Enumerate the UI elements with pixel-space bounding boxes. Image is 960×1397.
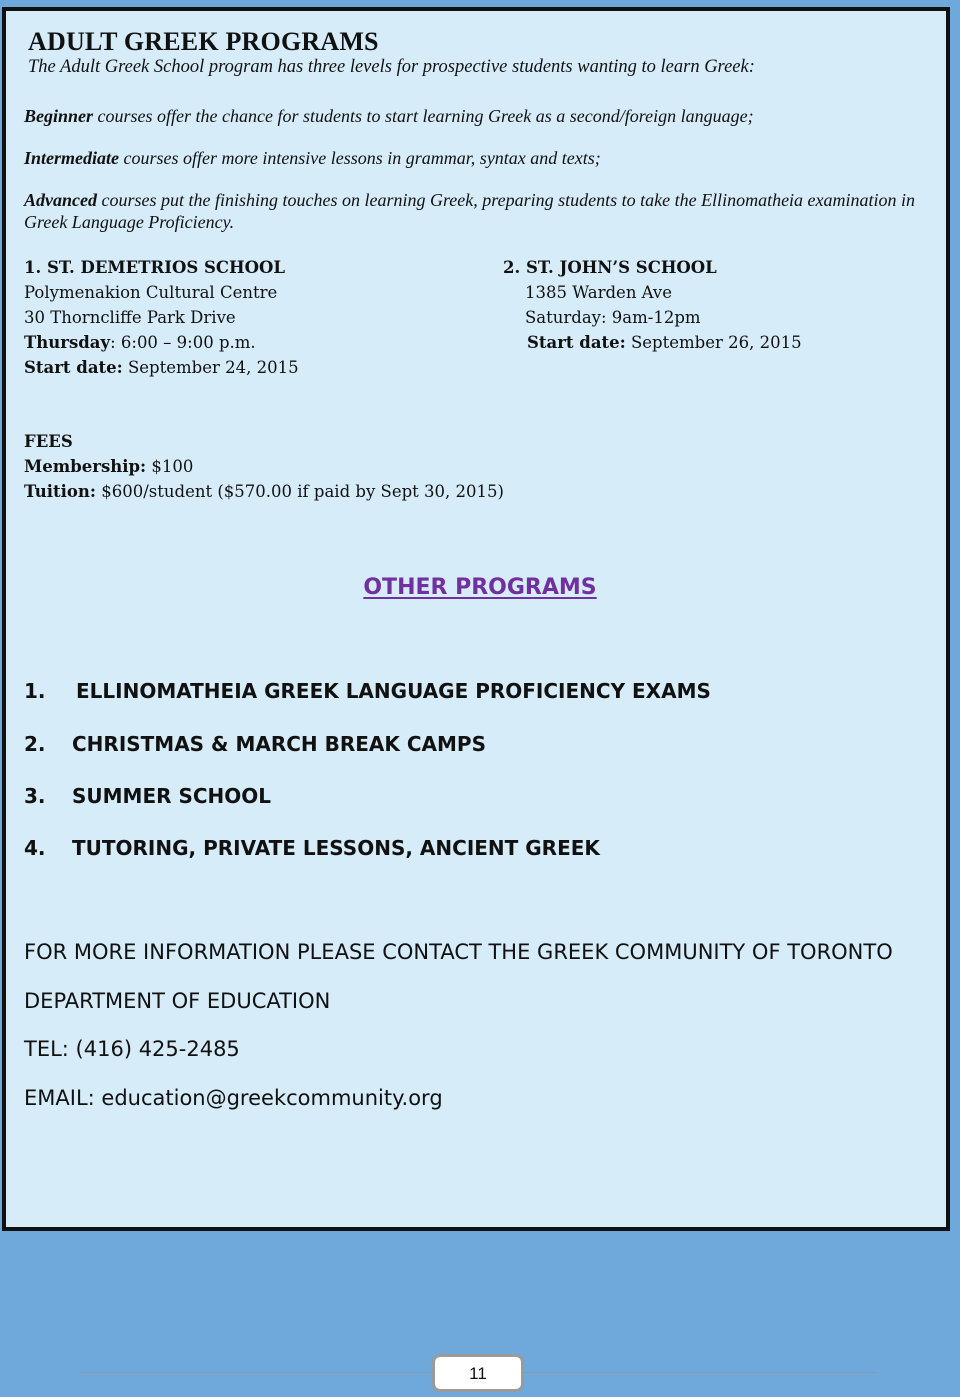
level-text: courses offer the chance for students to start learning Greek as a second/foreign language; — [93, 106, 754, 126]
time-value: : 6:00 – 9:00 p.m. — [110, 333, 256, 352]
fees-membership — [24, 454, 504, 479]
footer-divider-right — [524, 1372, 878, 1373]
start-label: Start date: — [527, 333, 626, 352]
school-venue: Polymenakion Cultural Centre — [24, 283, 278, 302]
list-item — [24, 836, 600, 860]
school-john — [503, 255, 802, 355]
fees-heading: FEES — [24, 432, 73, 451]
time-label: Thursday — [24, 333, 111, 352]
membership-value: $100 — [146, 457, 194, 476]
level-intermediate — [24, 148, 601, 169]
other-programs-title: OTHER PROGRAMS — [363, 575, 597, 600]
item-number: 2. — [24, 732, 46, 756]
start-value: September 26, 2015 — [625, 333, 802, 352]
footer-divider-left — [80, 1372, 432, 1373]
contact-email: EMAIL: education@greekcommunity.org — [24, 1086, 443, 1110]
page-number: 11 — [432, 1354, 524, 1392]
start-value: September 24, 2015 — [122, 358, 299, 377]
tuition-value: $600/student ($570.00 if paid by Sept 30, 2015) — [96, 482, 504, 501]
tuition-label: Tuition: — [24, 482, 97, 501]
school-heading: 1. ST. DEMETRIOS SCHOOL — [24, 258, 285, 277]
level-advanced — [24, 189, 944, 233]
school-start — [24, 355, 299, 380]
start-label: Start date: — [24, 358, 123, 377]
intro-text: The Adult Greek School program has three levels for prospective students wanting to learn Greek: — [28, 57, 755, 77]
level-text: courses put the finishing touches on learning Greek, preparing students to take the Ellinomatheia examination in Greek Language Proficiency. — [24, 190, 916, 232]
level-beginner — [24, 106, 754, 127]
level-name: Intermediate — [24, 148, 119, 168]
item-number: 1. — [24, 679, 46, 703]
membership-label: Membership: — [24, 457, 147, 476]
school-address: 1385 Warden Ave — [525, 283, 673, 302]
contact-phone: TEL: (416) 425-2485 — [24, 1037, 240, 1061]
school-start — [503, 330, 802, 355]
item-label: CHRISTMAS & MARCH BREAK CAMPS — [72, 732, 486, 756]
list-item — [24, 784, 271, 808]
list-item — [24, 732, 486, 756]
item-label: SUMMER SCHOOL — [72, 784, 272, 808]
list-item — [24, 679, 711, 703]
school-demetrios — [24, 255, 299, 380]
level-name: Advanced — [24, 190, 97, 210]
school-time — [24, 330, 299, 355]
level-name: Beginner — [24, 106, 94, 126]
school-address: 30 Thorncliffe Park Drive — [24, 308, 236, 327]
fees-section — [24, 429, 504, 504]
school-time: Saturday: 9am-12pm — [525, 308, 701, 327]
level-text: courses offer more intensive lessons in grammar, syntax and texts; — [119, 148, 601, 168]
item-label: ELLINOMATHEIA GREEK LANGUAGE PROFICIENCY EXAMS — [76, 679, 711, 703]
content-panel — [2, 7, 950, 1231]
item-label: TUTORING, PRIVATE LESSONS, ANCIENT GREEK — [72, 836, 600, 860]
contact-line: FOR MORE INFORMATION PLEASE CONTACT THE GREEK COMMUNITY OF TORONTO — [24, 940, 893, 964]
item-number: 3. — [24, 784, 46, 808]
school-heading: 2. ST. JOHN’S SCHOOL — [503, 258, 717, 277]
fees-tuition — [24, 479, 504, 504]
contact-department: DEPARTMENT OF EDUCATION — [24, 989, 331, 1013]
item-number: 4. — [24, 836, 46, 860]
page-title: ADULT GREEK PROGRAMS — [28, 27, 379, 56]
